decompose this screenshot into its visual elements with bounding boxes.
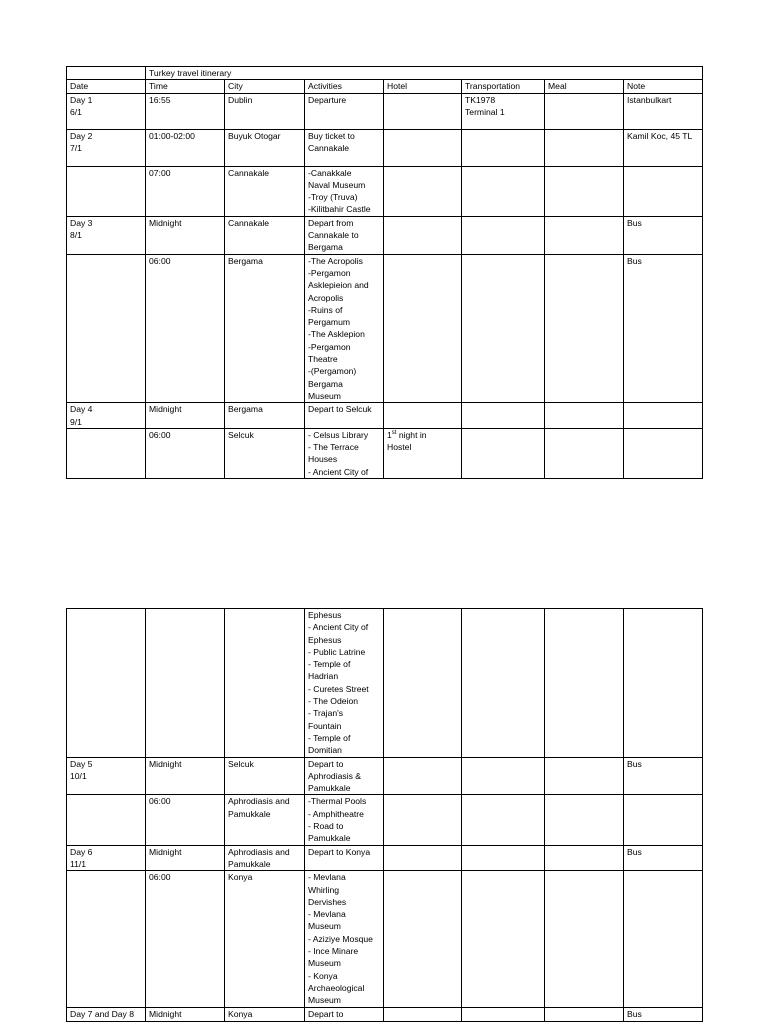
note-cell <box>624 166 703 216</box>
itinerary-title: Turkey travel itinerary <box>146 67 703 80</box>
header-hotel: Hotel <box>384 80 462 93</box>
hotel-night-text: night in Hostel <box>387 429 427 453</box>
hotel-cell <box>384 93 462 129</box>
date-cell: Day 1 6/1 <box>67 93 146 129</box>
note-cell <box>624 428 703 478</box>
note-cell: Bus <box>624 1007 703 1021</box>
hotel-cell <box>384 845 462 871</box>
table-row <box>67 795 703 845</box>
date-cell <box>67 428 146 478</box>
date-cell <box>67 166 146 216</box>
table-row <box>67 254 703 403</box>
table-row <box>67 428 703 478</box>
transportation-cell <box>462 845 545 871</box>
meal-cell <box>545 428 624 478</box>
meal-cell <box>545 871 624 1007</box>
transportation-cell <box>462 216 545 254</box>
city-cell: Bergama <box>225 254 305 403</box>
activities-cell: Buy ticket to Cannakale <box>305 129 384 166</box>
date-cell <box>67 871 146 1007</box>
transportation-cell <box>462 609 545 758</box>
transportation-cell <box>462 129 545 166</box>
note-cell: Bus <box>624 757 703 795</box>
transportation-cell <box>462 757 545 795</box>
activities-cell: -The Acropolis -Pergamon Asklepieion and Acropolis -Ruins of Pergamum -The Asklepion -Pergamon Theatre -(Pergamon) Bergama Museum <box>305 254 384 403</box>
table-row <box>67 757 703 795</box>
hotel-cell <box>384 795 462 845</box>
hotel-cell <box>384 129 462 166</box>
table-row <box>67 216 703 254</box>
meal-cell <box>545 757 624 795</box>
activities-cell: Depart to Selcuk <box>305 403 384 429</box>
meal-cell <box>545 609 624 758</box>
time-cell: 01:00-02:00 <box>146 129 225 166</box>
date-cell: Day 6 11/1 <box>67 845 146 871</box>
date-cell: Day 3 8/1 <box>67 216 146 254</box>
time-cell: 06:00 <box>146 428 225 478</box>
city-cell: Cannakale <box>225 216 305 254</box>
activities-cell: Depart to <box>305 1007 384 1021</box>
hotel-cell <box>384 403 462 429</box>
activities-cell: -Canakkale Naval Museum -Troy (Truva) -Kilitbahir Castle <box>305 166 384 216</box>
hotel-cell <box>384 757 462 795</box>
meal-cell <box>545 166 624 216</box>
transportation-cell <box>462 795 545 845</box>
time-cell: Midnight <box>146 216 225 254</box>
table-row <box>67 1007 703 1021</box>
note-cell: Bus <box>624 845 703 871</box>
transportation-cell <box>462 403 545 429</box>
header-date: Date <box>67 80 146 93</box>
note-cell: Istanbulkart <box>624 93 703 129</box>
hotel-cell <box>384 254 462 403</box>
table-row <box>67 129 703 166</box>
time-cell: Midnight <box>146 757 225 795</box>
itinerary-table-page-2 <box>66 608 703 1022</box>
meal-cell <box>545 795 624 845</box>
table-row <box>67 166 703 216</box>
time-cell: Midnight <box>146 403 225 429</box>
note-cell: Kamil Koc, 45 TL <box>624 129 703 166</box>
header-time: Time <box>146 80 225 93</box>
date-cell: Day 4 9/1 <box>67 403 146 429</box>
title-row <box>67 67 703 80</box>
city-cell: Aphrodiasis and Pamukkale <box>225 845 305 871</box>
meal-cell <box>545 403 624 429</box>
header-city: City <box>225 80 305 93</box>
city-cell: Konya <box>225 1007 305 1021</box>
note-cell <box>624 403 703 429</box>
time-cell: Midnight <box>146 1007 225 1021</box>
city-cell: Bergama <box>225 403 305 429</box>
hotel-cell <box>384 216 462 254</box>
meal-cell <box>545 216 624 254</box>
header-activities: Activities <box>305 80 384 93</box>
time-cell: 06:00 <box>146 871 225 1007</box>
hotel-ordinal-suffix: st <box>391 429 397 436</box>
time-cell: 06:00 <box>146 795 225 845</box>
activities-cell: Depart to Aphrodiasis & Pamukkale <box>305 757 384 795</box>
date-cell: Day 5 10/1 <box>67 757 146 795</box>
activities-cell: Ephesus - Ancient City of Ephesus - Public Latrine - Temple of Hadrian - Curetes Street - The Odeion - Trajan's Fountain - Temple of Domitian <box>305 609 384 758</box>
city-cell: Cannakale <box>225 166 305 216</box>
note-cell <box>624 609 703 758</box>
transportation-cell <box>462 871 545 1007</box>
note-cell <box>624 795 703 845</box>
transportation-cell <box>462 1007 545 1021</box>
city-cell <box>225 609 305 758</box>
meal-cell <box>545 845 624 871</box>
header-transportation: Transportation <box>462 80 545 93</box>
city-cell: Dublin <box>225 93 305 129</box>
table-row <box>67 871 703 1007</box>
city-cell: Selcuk <box>225 757 305 795</box>
hotel-cell <box>384 871 462 1007</box>
time-cell <box>146 609 225 758</box>
hotel-cell <box>384 428 462 478</box>
hotel-cell <box>384 166 462 216</box>
date-cell <box>67 795 146 845</box>
meal-cell <box>545 1007 624 1021</box>
meal-cell <box>545 129 624 166</box>
itinerary-table-page-1 <box>66 66 703 479</box>
transportation-cell <box>462 254 545 403</box>
time-cell: 06:00 <box>146 254 225 403</box>
header-note: Note <box>624 80 703 93</box>
hotel-night-number: 1 <box>387 429 392 440</box>
activities-cell: - Mevlana Whirling Dervishes - Mevlana Museum - Aziziye Mosque - Ince Minare Museum - Konya Archaeological Museum <box>305 871 384 1007</box>
time-cell: 16:55 <box>146 93 225 129</box>
city-cell: Selcuk <box>225 428 305 478</box>
activities-cell: -Thermal Pools - Amphitheatre - Road to Pamukkale <box>305 795 384 845</box>
meal-cell <box>545 93 624 129</box>
city-cell: Aphrodiasis and Pamukkale <box>225 795 305 845</box>
date-cell: Day 7 and Day 8 <box>67 1007 146 1021</box>
note-cell: Bus <box>624 216 703 254</box>
city-cell: Buyuk Otogar <box>225 129 305 166</box>
activities-cell: Depart from Cannakale to Bergama <box>305 216 384 254</box>
transportation-cell <box>462 166 545 216</box>
header-row <box>67 80 703 93</box>
date-cell <box>67 254 146 403</box>
note-cell <box>624 871 703 1007</box>
hotel-cell <box>384 1007 462 1021</box>
table-row <box>67 609 703 758</box>
date-cell: Day 2 7/1 <box>67 129 146 166</box>
header-meal: Meal <box>545 80 624 93</box>
table-row <box>67 403 703 429</box>
activities-cell: - Celsus Library - The Terrace Houses - Ancient City of <box>305 428 384 478</box>
time-cell: 07:00 <box>146 166 225 216</box>
title-cell-blank <box>67 67 146 80</box>
table-row <box>67 93 703 129</box>
date-cell <box>67 609 146 758</box>
hotel-cell <box>384 609 462 758</box>
table-row <box>67 845 703 871</box>
time-cell: Midnight <box>146 845 225 871</box>
activities-cell: Departure <box>305 93 384 129</box>
note-cell: Bus <box>624 254 703 403</box>
transportation-cell <box>462 428 545 478</box>
city-cell: Konya <box>225 871 305 1007</box>
transportation-cell: TK1978 Terminal 1 <box>462 93 545 129</box>
meal-cell <box>545 254 624 403</box>
activities-cell: Depart to Konya <box>305 845 384 871</box>
